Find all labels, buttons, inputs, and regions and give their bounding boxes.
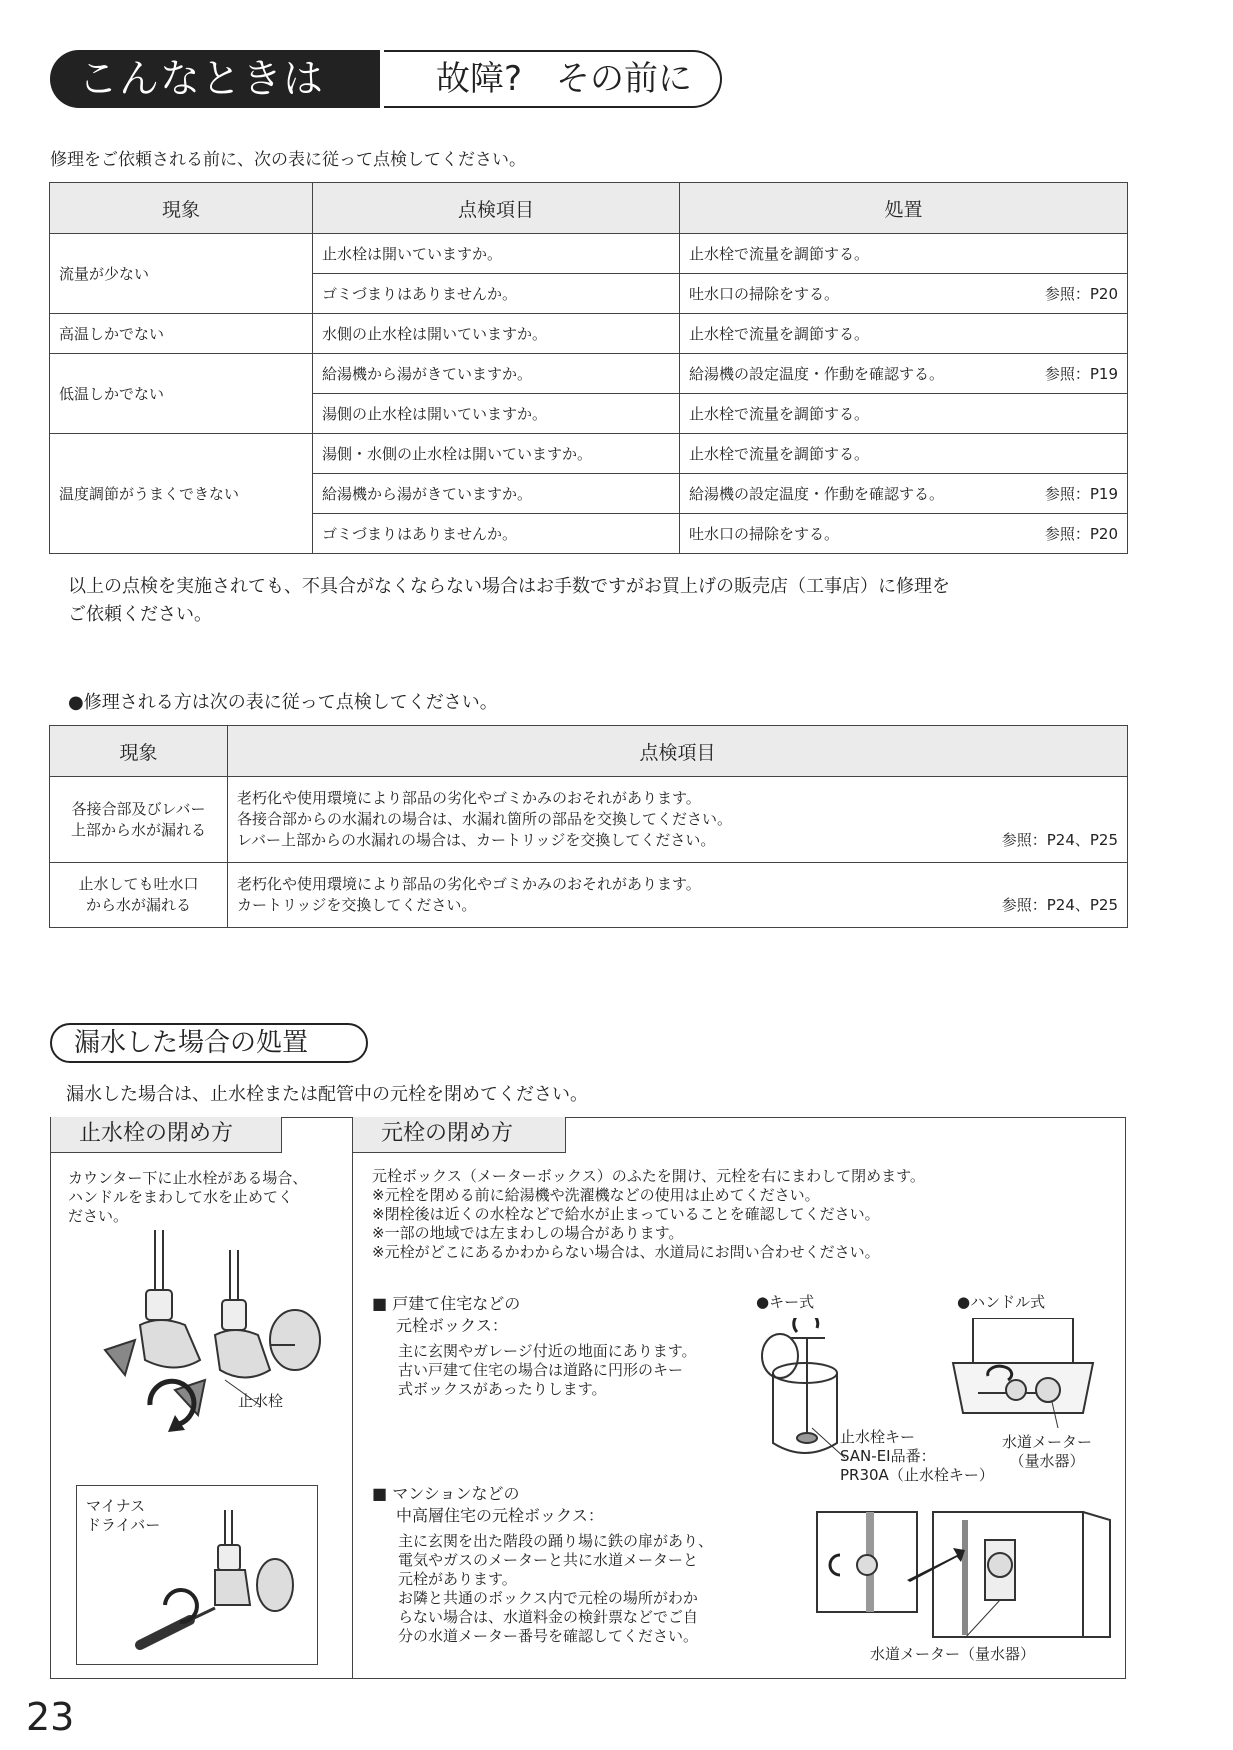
page-header (50, 50, 722, 108)
troubleshoot-table (49, 182, 1128, 554)
col-header-symptom: 現象 (50, 183, 313, 234)
check-cell: 湯側の止水栓は開いていますか。 (313, 394, 680, 434)
check-cell: 水側の止水栓は開いていますか。 (313, 314, 680, 354)
handle-box-illustration (948, 1318, 1098, 1428)
note-line-2: ご依頼ください。 (68, 604, 212, 625)
note-line-1: 以上の点検を実施されても、不具合がなくならない場合はお手数ですがお買上げの販売店（工事店）に修理を (68, 576, 950, 597)
meter-label-2: 水道メーター（量水器） (870, 1645, 1036, 1663)
action-cell: 吐水口の掃除をする。 参照：P20 (680, 514, 1128, 554)
key-label: 止水栓キー SAN-EI品番： PR30A（止水栓キー） (840, 1428, 994, 1484)
table-row (50, 314, 1128, 354)
action-cell: 給湯機の設定温度・作動を確認する。 参照：P19 (680, 354, 1128, 394)
stop-valve-illustration (80, 1230, 350, 1450)
check-cell: 老朽化や使用環境により部品の劣化やゴミかみのおそれがあります。 各接合部からの水漏れの場合は、水漏れ箇所の部品を交換してください。 レバー上部からの水漏れの場合は、カートリッジを交換してください。 参照：P24、P25 (228, 777, 1128, 863)
mansion-text: 主に玄関を出た階段の踊り場に鉄の扉があり、 電気やガスのメーターと共に水道メーターと 元栓があります。 お隣と共通のボックス内で元栓の場所がわか らない場合は、水道料金の検針票などでご自 分の水道メーター番号を確認してください。 (398, 1532, 714, 1645)
meter-label: 水道メーター （量水器） (1002, 1433, 1093, 1470)
col-header-check: 点検項目 (313, 183, 680, 234)
intro-text: 修理をご依頼される前に、次の表に従って点検してください。 (50, 150, 526, 170)
check-cell: 老朽化や使用環境により部品の劣化やゴミかみのおそれがあります。 カートリッジを交換してください。 参照：P24、P25 (228, 863, 1128, 928)
symptom-cell: 流量が少ない (50, 234, 313, 314)
page-ref: 参照：P20 (1044, 285, 1118, 303)
table-row (50, 434, 1128, 474)
page-ref: 参照：P19 (1044, 365, 1118, 383)
col-header-symptom: 現象 (50, 726, 228, 777)
page-ref: 参照：P24、P25 (1001, 831, 1118, 849)
header-subtitle: 故障? その前に (384, 50, 722, 108)
page-number: 23 (26, 1695, 75, 1739)
check-cell: 給湯機から湯がきていますか。 (313, 354, 680, 394)
action-cell: 止水栓で流量を調節する。 (680, 234, 1128, 274)
house-text: 主に玄関やガレージ付近の地面にあります。 古い戸建て住宅の場合は道路に円形のキー 式ボックスがあったりします。 (398, 1342, 697, 1398)
tab-stop-valve: 止水栓の閉め方 (50, 1117, 282, 1153)
page-ref: 参照：P24、P25 (1001, 896, 1118, 914)
symptom-cell: 温度調節がうまくできない (50, 434, 313, 554)
table-row (50, 777, 1128, 863)
page-ref: 参照：P19 (1044, 485, 1118, 503)
driver-label: マイナス ドライバー (86, 1497, 161, 1534)
key-type-label: ●キー式 (756, 1293, 815, 1311)
repair-table (49, 725, 1128, 928)
symptom-cell: 止水しても吐水口 から水が漏れる (50, 863, 228, 928)
action-cell: 止水栓で流量を調節する。 (680, 434, 1128, 474)
symptom-cell: 高温しかでない (50, 314, 313, 354)
table-row (50, 354, 1128, 394)
symptom-cell: 各接合部及びレバー 上部から水が漏れる (50, 777, 228, 863)
action-cell: 給湯機の設定温度・作動を確認する。 参照：P19 (680, 474, 1128, 514)
check-cell: 止水栓は開いていますか。 (313, 234, 680, 274)
check-cell: ゴミづまりはありませんか。 (313, 274, 680, 314)
col-header-check: 点検項目 (228, 726, 1128, 777)
action-cell: 吐水口の掃除をする。 参照：P20 (680, 274, 1128, 314)
check-cell: 湯側・水側の止水栓は開いていますか。 (313, 434, 680, 474)
section-title: 漏水した場合の処置 (50, 1023, 368, 1063)
header-title: こんなときは (50, 50, 380, 108)
mansion-heading: ■ マンションなどの 中高層住宅の元栓ボックス： (372, 1484, 604, 1525)
page-ref: 参照：P20 (1044, 525, 1118, 543)
section-intro: 漏水した場合は、止水栓または配管中の元栓を閉めてください。 (66, 1084, 588, 1105)
main-valve-text: 元栓ボックス（メーターボックス）のふたを開け、元栓を右にまわして閉めます。 ※元栓を閉める前に給湯機や洗濯機などの使用は止めてください。 ※閉栓後は近くの水栓などで給水が止まっていることを確認してください。 ※一部の地域では左まわしの場合があります。 ※元栓がどこにあるかわからない場合は、水道局にお問い合わせください。 (372, 1167, 925, 1261)
table-row (50, 863, 1128, 928)
symptom-cell: 低温しかでない (50, 354, 313, 434)
check-cell: ゴミづまりはありませんか。 (313, 514, 680, 554)
col-header-action: 処置 (680, 183, 1128, 234)
mansion-box-illustration (815, 1510, 1115, 1645)
house-heading: ■ 戸建て住宅などの 元栓ボックス： (372, 1294, 521, 1335)
handle-type-label: ●ハンドル式 (957, 1293, 1046, 1311)
table-row (50, 234, 1128, 274)
action-cell: 止水栓で流量を調節する。 (680, 394, 1128, 434)
valve-label: 止水栓 (238, 1392, 284, 1410)
tab-main-valve: 元栓の閉め方 (352, 1117, 566, 1153)
stop-valve-text: カウンター下に止水栓がある場合、 ハンドルをまわして水を止めてく ださい。 (68, 1169, 308, 1225)
check-cell: 給湯機から湯がきていますか。 (313, 474, 680, 514)
repair-intro: ●修理される方は次の表に従って点検してください。 (68, 692, 498, 713)
action-cell: 止水栓で流量を調節する。 (680, 314, 1128, 354)
screwdriver-illustration (120, 1510, 310, 1660)
